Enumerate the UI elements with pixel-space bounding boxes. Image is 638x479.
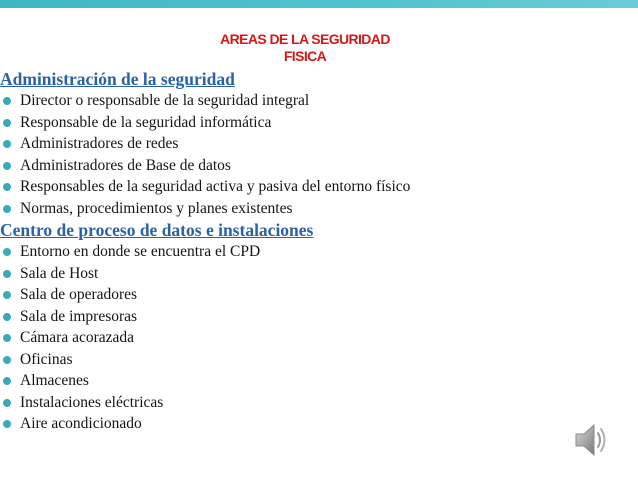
bullet-icon [3, 248, 11, 256]
list-item [0, 198, 620, 220]
list-item-text: Aire acondicionado [20, 415, 142, 432]
list-item [0, 349, 620, 371]
bullet-icon [3, 183, 11, 191]
list-item [0, 306, 620, 328]
list-item-text: Administradores de redes [20, 135, 179, 152]
slide-title-line2: FISICA [283, 48, 327, 64]
bullet-icon [3, 313, 11, 321]
slide-content [0, 68, 620, 435]
list-item-text: Sala de operadores [20, 286, 138, 303]
list-item [0, 370, 620, 392]
list-item [0, 241, 620, 263]
speaker-icon[interactable] [572, 420, 612, 460]
bullet-icon [3, 140, 11, 148]
list-item [0, 90, 620, 112]
list-item-text: Almacenes [20, 372, 89, 389]
bullet-icon [3, 162, 11, 170]
list-item-text: Responsables de la seguridad activa y pasiva del entorno físico [20, 178, 411, 195]
slide-title [180, 31, 430, 65]
list-item [0, 392, 620, 414]
list-item [0, 112, 620, 134]
slide-title-line1: AREAS DE LA SEGURIDAD [220, 31, 390, 47]
list-item [0, 284, 620, 306]
section-list-centro-proceso [0, 241, 620, 435]
list-item-text: Sala de Host [20, 264, 99, 282]
list-item-text: Director o responsable de la seguridad integral [20, 92, 310, 109]
bullet-icon [3, 97, 11, 105]
list-item [0, 155, 620, 177]
bullet-icon [3, 399, 11, 407]
bullet-icon [3, 334, 11, 342]
list-item-text: Responsable de la seguridad informática [20, 113, 272, 131]
section-heading-centro-proceso: Centro de proceso de datos e instalaciones [0, 220, 314, 240]
list-item-text: Normas, procedimientos y planes existentes [20, 199, 293, 217]
bullet-icon [3, 205, 11, 213]
section-list-administracion [0, 90, 620, 219]
section-heading-administracion: Administración de la seguridad [0, 69, 235, 89]
bullet-icon [3, 119, 11, 127]
bullet-icon [3, 356, 11, 364]
top-accent-bar [0, 0, 638, 8]
list-item [0, 327, 620, 349]
list-item-text: Cámara acorazada [20, 329, 135, 346]
bullet-icon [3, 270, 11, 278]
list-item-text: Administradores de Base de datos [20, 156, 231, 174]
list-item-text: Oficinas [20, 350, 73, 368]
list-item [0, 133, 620, 155]
list-item-text: Sala de impresoras [20, 307, 138, 325]
list-item [0, 263, 620, 285]
bullet-icon [3, 291, 11, 299]
list-item [0, 176, 620, 198]
list-item-text: Instalaciones eléctricas [20, 393, 164, 411]
list-item [0, 413, 620, 435]
list-item-text: Entorno en donde se encuentra el CPD [20, 243, 261, 260]
bullet-icon [3, 420, 11, 428]
bullet-icon [3, 377, 11, 385]
